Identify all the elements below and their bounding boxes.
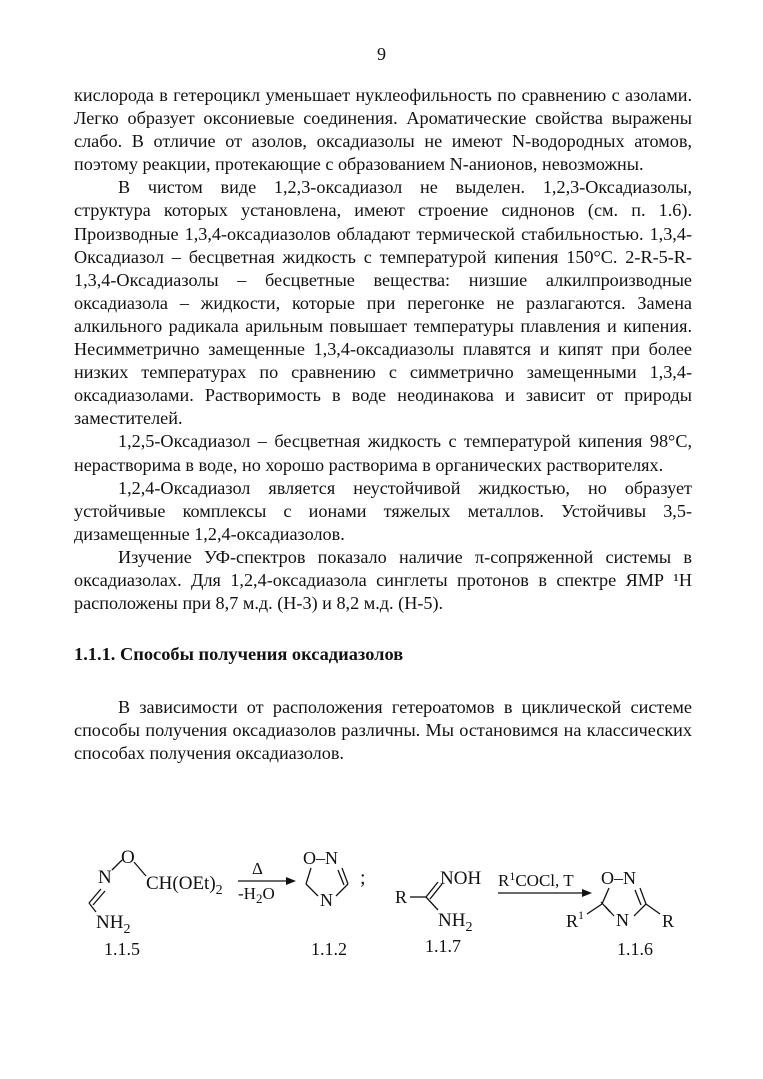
compound-3-noh: NOH (440, 868, 482, 889)
reaction-scheme-drawing (74, 836, 694, 976)
page-number: 9 (377, 44, 386, 64)
compound-2-ring-n: N (320, 890, 333, 910)
paragraph-2: В чистом виде 1,2,3-оксадиазол не выделен. 1,2,3-Оксадиазолы, структура которых установлена, имеют строение сиднонов (см. п. 1.6). Производные 1,3,4-оксадиазолов обладают термической стабильностью. 1,3,4-Оксадиазол – бесцветная жидкость с температурой кипения 150°С. 2-R-5-R-1,3,4-Оксадиазолы – бесцветные вещества: низшие алкилпроизводные оксадиазола – жидкости, которые при перегонке не разлагаются. Замена алкильного радикала арильным повышает температуры плавления и кипения. Несимметрично замещенные 1,3,4-оксадиазолы плавятся и кипят при более низких температурах по сравнению с симметрично замещенными 1,3,4-оксадиазолами. Растворимость в воде неодинакова и зависит от природы заместителей. (74, 177, 692, 429)
paragraph-4: 1,2,4-Оксадиазол является неустойчивой жидкостью, но образует устойчивые комплексы с ионами тяжелых металлов. Устойчивы 3,5-дизамещенные 1,2,4-оксадиазолов. (74, 477, 692, 544)
compound-4-label: 1.1.6 (617, 939, 653, 959)
compound-4-r1: $R^1$ (566, 908, 585, 931)
compound-1-label: 1.1.5 (104, 939, 140, 959)
compound-1-atom-o: O (121, 847, 135, 868)
arrow-1-above: Δ (252, 859, 263, 878)
compound-4-r: R (662, 911, 675, 931)
reaction-scheme (74, 836, 694, 976)
compound-4-ring-n: N (616, 910, 629, 930)
compound-1-1-2 (303, 848, 348, 959)
compound-2-label: 1.1.2 (311, 939, 347, 959)
arrow-2-reagent: $R^1COCl$, T (498, 869, 574, 890)
compound-1-1-6 (566, 868, 674, 959)
paragraph-3: 1,2,5-Оксадиазол – бесцветная жидкость с температурой кипения 98°С, нерастворима в воде, но хорошо растворима в органических растворителях. (74, 431, 692, 475)
section-paragraph: В зависимости от расположения гетероатомов в циклической системе способы получения оксадиазолов различны. Мы остановимся на классических способах получения оксадиазолов. (74, 697, 692, 764)
compound-1-amine: $NH_2$ (96, 912, 131, 937)
compound-3-r: R (395, 887, 408, 907)
scheme-separator: ; (360, 867, 366, 889)
page-body (74, 84, 692, 765)
paragraph-5: Изучение УФ-спектров показало наличие π-сопряженной системы в оксадиазолах. Для 1,2,4-оксадиазола синглеты протонов в спектре ЯМР ¹Н расположены при 8,7 м.д. (Н-3) и 8,2 м.д. (Н-5). (74, 546, 692, 614)
compound-3-label: 1.1.7 (425, 936, 461, 956)
compound-1-1-7 (395, 868, 481, 956)
compound-1-1-5 (89, 847, 223, 959)
compound-4-ring-top: O–N (601, 868, 636, 888)
reaction-arrow-2 (498, 869, 592, 897)
compound-1-group: $CH(OEt)_2$ (146, 873, 223, 898)
paragraph-1: кислорода в гетероцикл уменьшает нуклеофильность по сравнению с азолами. Легко образует оксониевые соединения. Ароматические свойства выражены слабо. В отличие от азолов, оксадиазолы не имеют N-водородных атомов, поэтому реакции, протекающие с образованием N-анионов, невозможны. (74, 85, 692, 175)
arrow-1-below: $-H_2O$ (238, 884, 275, 906)
compound-1-atom-n: N (98, 867, 112, 888)
reaction-arrow-1 (238, 859, 296, 906)
compound-2-ring-top: O–N (303, 848, 338, 868)
section-heading: 1.1.1. Способы получения оксадиазолов (74, 644, 404, 665)
compound-3-amine: $NH_2$ (438, 910, 473, 935)
